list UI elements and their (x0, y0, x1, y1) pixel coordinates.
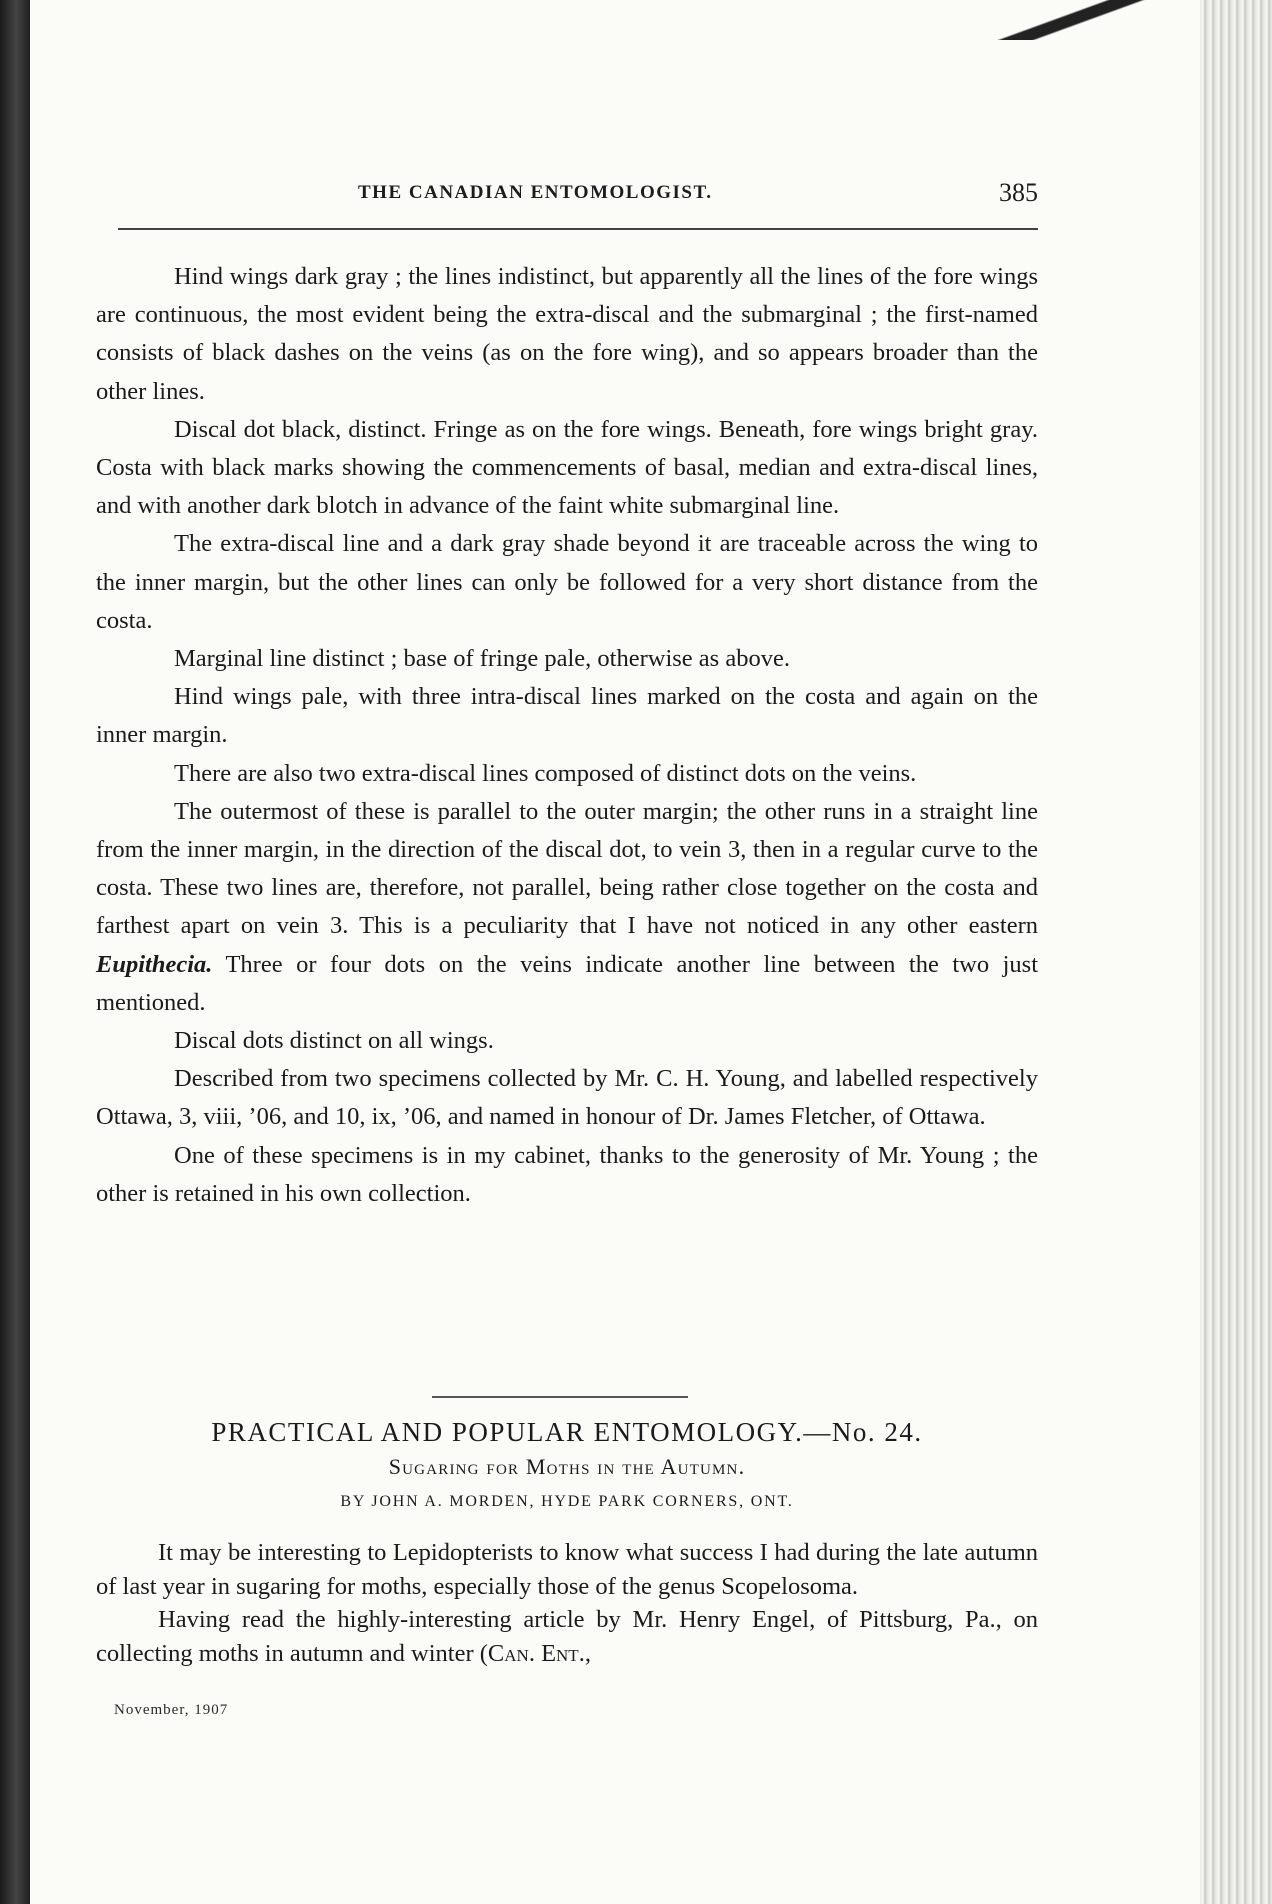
paragraph-text: , (584, 1639, 591, 1667)
section-rule (432, 1396, 688, 1398)
paragraph-text: The outermost of these is parallel to the outer margin; the other runs in a straight line from the inner margin, in the direction of the discal dot, to vein 3, then in a regular curve to the costa. These two lines are, therefore, not parallel, being rather close together on the costa and farthest apart on vein 3. This is a peculiarity that I have not noticed in any other eastern (96, 797, 1038, 940)
paragraph: Hind wings pale, with three intra-discal lines marked on the costa and again on the inner margin. (96, 683, 1038, 749)
paragraph (96, 1603, 1038, 1670)
page-header (118, 180, 1038, 220)
section-byline: BY JOHN A. MORDEN, HYDE PARK CORNERS, ONT. (340, 1493, 794, 1510)
paragraph (96, 793, 1038, 1022)
genus-name: Eupithecia. (96, 950, 213, 978)
paragraph: Hind wings dark gray ; the lines indistinct, but apparently all the lines of the fore wings are continuous, the most evident being the extra-discal and the submarginal ; the first-named consists of black dashes on the veins (as on the fore wing), and so appears broader than the other lines. (96, 263, 1038, 405)
paragraph-text: Three or four dots on the veins indicate another line between the two just mentioned. (96, 950, 1038, 1016)
left-page-edge (0, 0, 30, 1904)
journal-abbreviation: Can. Ent. (487, 1639, 585, 1667)
page-corner-shadow (880, 0, 1272, 40)
right-page-edge (1200, 0, 1272, 1904)
paragraph: Marginal line distinct ; base of fringe pale, otherwise as above. (174, 645, 790, 673)
paragraph: Discal dots distinct on all wings. (174, 1027, 494, 1055)
paragraph: The extra-discal line and a dark gray shade beyond it are traceable across the wing to the inner margin, but the other lines can only be followed for a very short distance from the costa. (96, 530, 1038, 634)
running-title: THE CANADIAN ENTOMOLOGIST. (358, 182, 713, 203)
section-subtitle: Sugaring for Moths in the Autumn. (388, 1454, 746, 1479)
paragraph: Described from two specimens collected by Mr. C. H. Young, and labelled respectively Ottawa, 3, viii, ’06, and 10, ix, ’06, and named in honour of Dr. James Fletcher, of Ottawa. (96, 1065, 1038, 1131)
paragraph: It may be interesting to Lepidopterists to know what success I had during the late autumn of last year in sugaring for moths, especially those of the genus Scopelosoma. (96, 1539, 1038, 1600)
paragraph: One of these specimens is in my cabinet, thanks to the generosity of Mr. Young ; the other is retained in his own collection. (96, 1141, 1038, 1207)
page-number: 385 (999, 178, 1038, 207)
paragraph-text: Having read the highly-interesting article by Mr. Henry Engel, of Pittsburg, Pa., on collecting moths in autumn and winter ( (96, 1606, 1038, 1667)
signature-line: November, 1907 (114, 1702, 229, 1718)
paragraph: There are also two extra-discal lines composed of distinct dots on the veins. (174, 759, 917, 787)
section-heading (96, 1414, 1038, 1520)
article-body (96, 258, 1038, 1213)
header-rule (118, 228, 1038, 230)
section-title: PRACTICAL AND POPULAR ENTOMOLOGY.—No. 24. (211, 1417, 923, 1447)
paragraph: Discal dot black, distinct. Fringe as on the fore wings. Beneath, fore wings bright gray. Costa with black marks showing the commencements of basal, median and extra-discal lines, and with another dark blotch in advance of the faint white submarginal line. (96, 415, 1038, 520)
section-body (96, 1536, 1038, 1670)
